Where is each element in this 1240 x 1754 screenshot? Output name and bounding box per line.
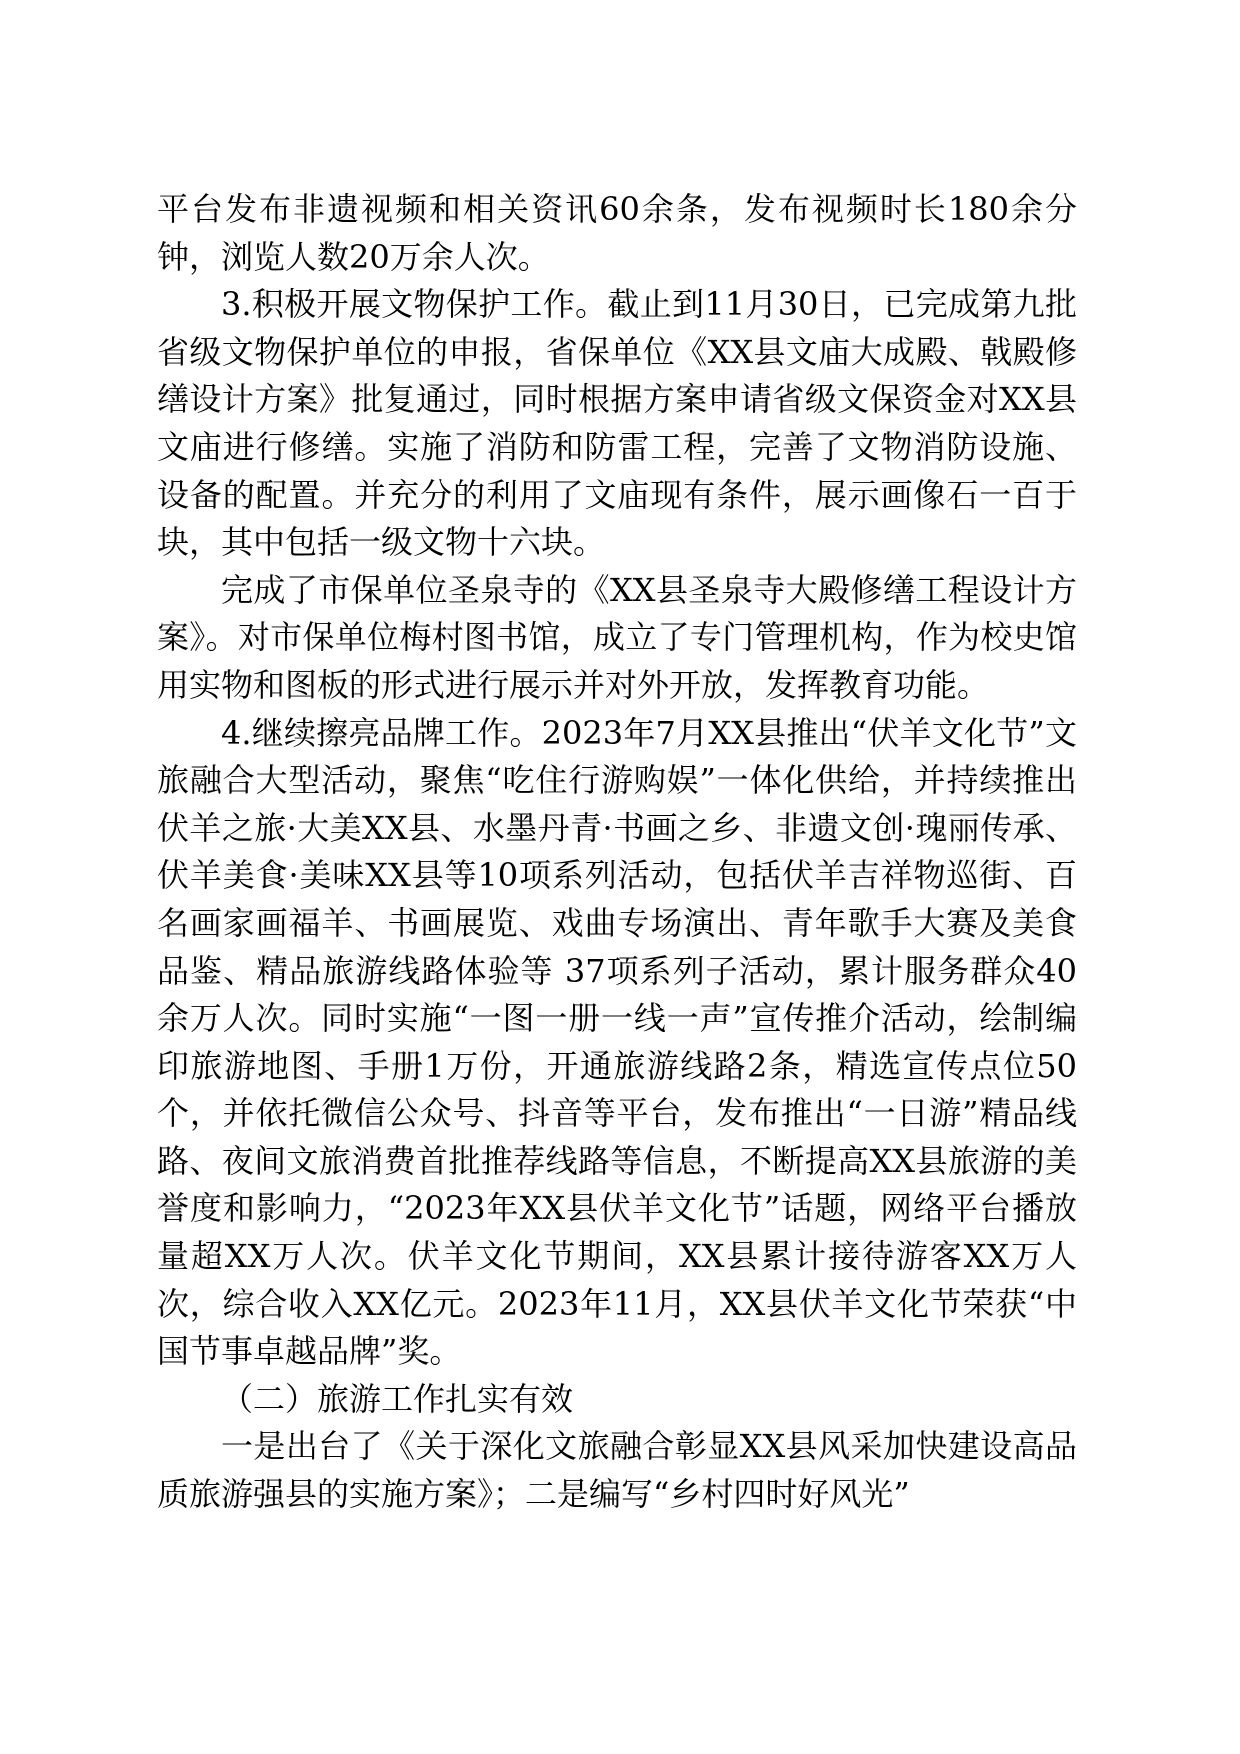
- paragraph-heritage-protection: 3.积极开展文物保护工作。截止到11月30日，已完成第九批省级文物保护单位的申报，省保单位《XX县文庙大成殿、戟殿修缮设计方案》批复通过，同时根据方案申请省级文保资金对XX县文庙进行修缮。实施了消防和防雷工程，完善了文物消防设施、设备的配置。并充分的利用了文庙现有条件，展示画像石一百于块，其中包括一级文物十六块。: [157, 285, 1077, 562]
- paragraph-continuation: 平台发布非遗视频和相关资讯60余条，发布视频时长180余分钟，浏览人数20万余人次。: [157, 190, 1077, 276]
- section-heading-tourism: （二）旅游工作扎实有效: [221, 1379, 574, 1418]
- paragraph-tourism-plan: 一是出台了《关于深化文旅融合彰显XX县风采加快建设高品质旅游强县的实施方案》；二是编写“乡村四时好风光”: [157, 1427, 1077, 1514]
- document-body: [157, 186, 1077, 1519]
- paragraph-brand-work: 4.继续擦亮品牌工作。2023年7月XX县推出“伏羊文化节”文旅融合大型活动，聚焦“吃住行游购娱”一体化供给，并持续推出伏羊之旅·大美XX县、水墨丹青·书画之乡、非遗文创·瑰丽传承、伏羊美食·美味XX县等10项系列活动，包括伏羊吉祥物巡街、百名画家画福羊、书画展览、戏曲专场演出、青年歌手大赛及美食品鉴、精品旅游线路体验等 37项系列子活动，累计服务群众40余万人次。同时实施“一图一册一线一声”宣传推介活动，绘制编印旅游地图、手册1万份，开通旅游线路2条，精选宣传点位50个，并依托微信公众号、抖音等平台，发布推出“一日游”精品线路、夜间文旅消费首批推荐线路等信息，不断提高XX县旅游的美誉度和影响力，“2023年XX县伏羊文化节”话题，网络平台播放量超XX万人次。伏羊文化节期间，XX县累计接待游客XX万人次，综合收入XX亿元。2023年11月，XX县伏羊文化节荣获“中国节事卓越品牌”奖。: [157, 713, 1077, 1371]
- paragraph-shengquan-temple: 完成了市保单位圣泉寺的《XX县圣泉寺大殿修缮工程设计方案》。对市保单位梅村图书馆，成立了专门管理机构，作为校史馆用实物和图板的形式进行展示并对外开放，发挥教育功能。: [157, 570, 1077, 704]
